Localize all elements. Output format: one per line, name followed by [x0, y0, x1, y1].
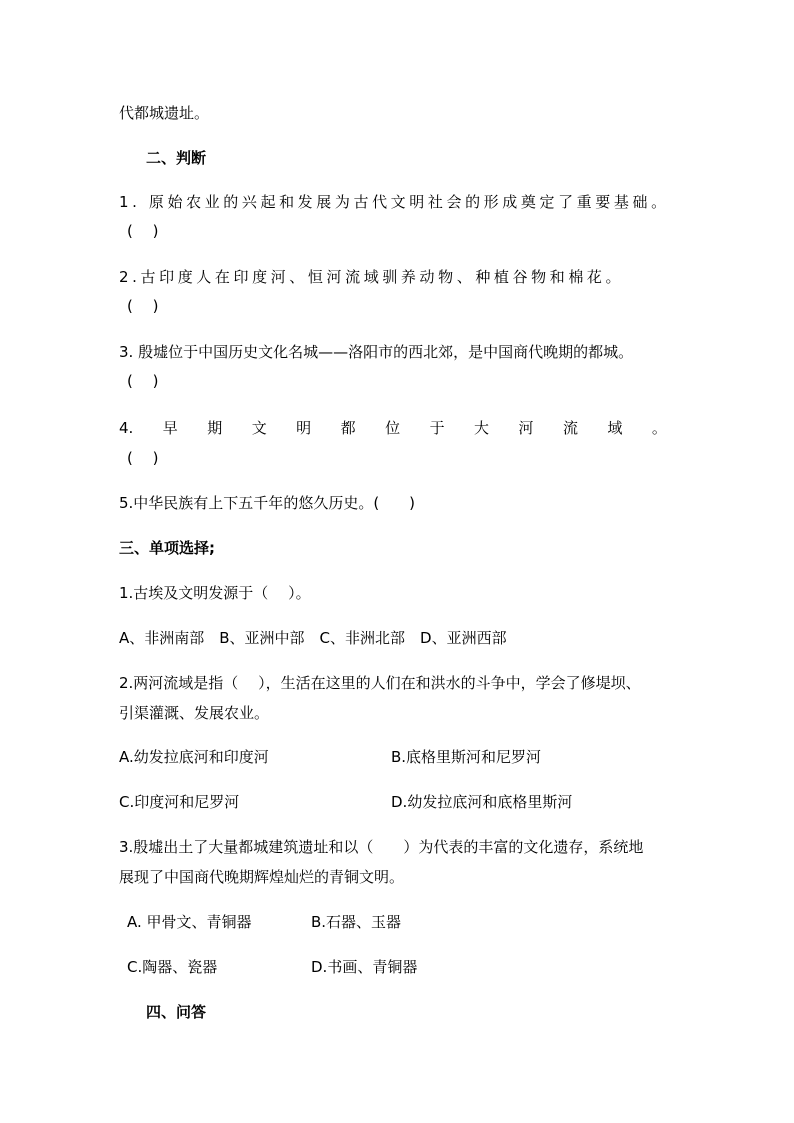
intro-tail-text: 代都城遗址。 — [119, 104, 210, 122]
judgment-item-2: 2.古印度人在印度河、恒河流域驯养动物、种植谷物和棉花。 — [119, 268, 625, 286]
choice-q3-option-a: A. 甲骨文、青铜器 — [127, 913, 252, 931]
judgment-item-4-paren: ( ) — [127, 449, 159, 467]
choice-q2-stem-line2: 引渠灌溉、发展农业。 — [119, 704, 270, 722]
judgment-item-1-paren: ( ) — [127, 222, 159, 240]
choice-q2-option-c: C.印度河和尼罗河 — [119, 793, 240, 811]
choice-q3-option-d: D.书画、青铜器 — [311, 958, 418, 976]
judgment-item-4-char: 期 — [207, 419, 223, 437]
judgment-item-5: 5.中华民族有上下五千年的悠久历史。( ) — [119, 494, 416, 512]
section-judgment-title: 二、判断 — [146, 149, 207, 167]
choice-q3-option-b: B.石器、玉器 — [311, 913, 402, 931]
judgment-item-4-char: 早 — [162, 419, 178, 437]
choice-q3-stem-line1: 3.殷墟出土了大量都城建筑遗址和以（ ）为代表的丰富的文化遗存，系统地 — [119, 838, 644, 856]
choice-q1-stem: 1.古埃及文明发源于（ ）。 — [119, 584, 311, 602]
choice-q2-stem-line1: 2.两河流域是指（ ），生活在这里的人们在和洪水的斗争中，学会了修堤坝、 — [119, 674, 641, 692]
judgment-item-1: 1. 原始农业的兴起和发展为古代文明社会的形成奠定了重要基础。 — [119, 193, 670, 211]
judgment-item-4-char: 流 — [562, 419, 578, 437]
judgment-item-4-char: 4. — [119, 419, 134, 437]
judgment-item-4-char: 文 — [251, 419, 267, 437]
choice-q2-option-d: D.幼发拉底河和底格里斯河 — [391, 793, 573, 811]
judgment-item-4-char: 河 — [518, 419, 534, 437]
judgment-item-4-char: 都 — [340, 419, 356, 437]
judgment-item-2-paren: ( ) — [127, 297, 159, 315]
judgment-item-4 — [119, 418, 667, 438]
choice-q3-stem-line2: 展现了中国商代晚期辉煌灿烂的青铜文明。 — [119, 868, 405, 886]
judgment-item-4-char: 域 — [607, 419, 623, 437]
judgment-item-4-char: 大 — [474, 419, 490, 437]
choice-q2-option-a: A.幼发拉底河和印度河 — [119, 748, 269, 766]
section-qa-title: 四、问答 — [146, 1003, 207, 1021]
judgment-item-4-char: 明 — [296, 419, 312, 437]
judgment-item-4-char: 位 — [385, 419, 401, 437]
judgment-item-3: 3. 殷墟位于中国历史文化名城——洛阳市的西北郊，是中国商代晚期的都城。 — [119, 343, 634, 361]
choice-q2-option-b: B.底格里斯河和尼罗河 — [391, 748, 542, 766]
judgment-item-3-paren: ( ) — [127, 372, 159, 390]
judgment-item-4-char: 于 — [429, 419, 445, 437]
choice-q1-options: A、非洲南部 B、亚洲中部 C、非洲北部 D、亚洲西部 — [119, 629, 507, 647]
choice-q3-option-c: C.陶器、瓷器 — [127, 958, 218, 976]
judgment-item-4-char: 。 — [651, 419, 667, 437]
section-choice-title: 三、单项选择; — [119, 539, 215, 557]
